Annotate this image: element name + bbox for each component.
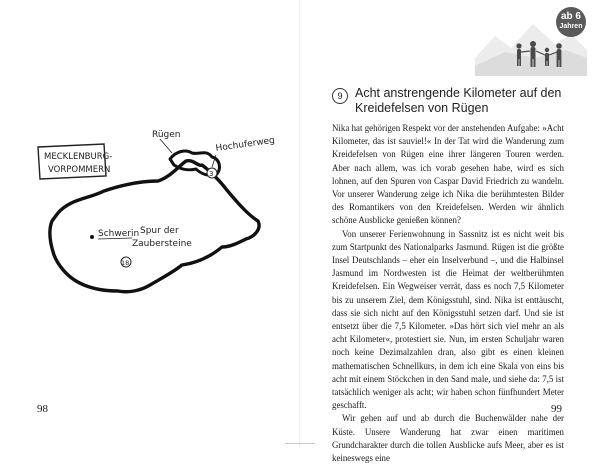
paragraph-2: Von unserer Ferienwohnung in Sassnitz ist es nicht weit bis zum Startpunkt des Nationalparks Jasmund. Rügen ist die größte Insel Deutschlands – eher ein Inselverbund –, und die Halbinsel Jasmund im Nordwesten ist die Heimat der weltberühmten Kreidefelsen. Ein Wegweiser verrät, dass es noch 7,5 Kilometer bis zu unserem Ziel, dem Königsstuhl, sind. Nika ist enttäuscht, dass sie sich nicht auf den Königsstuhl setzen darf. Und sie ist entsetzt über die 7,5 Kilometer. »Das hört sich viel mehr an als acht Kilometer«, protestiert sie. Nun, im ersten Schuljahr waren noch keine Dezimalzahlen dran, also gibt es einen kleinen mathematischen Schnellkurs, in dem ich eine Skala von eins bis acht mit einem Stöckchen in den Sand male, und siehe da: 7,5 ist tatsächlich weniger als acht; wir haben schon fünfhundert Meter geschafft. xyxy=(332,228,564,411)
page-number-right: 99 xyxy=(551,403,562,415)
map-sketch xyxy=(0,115,300,295)
island-label: Rügen xyxy=(152,130,181,140)
region-label-line2: VORPOMMERN xyxy=(48,165,111,175)
trail-number: 18 xyxy=(121,259,130,267)
chapter-number: 9 xyxy=(332,88,348,104)
trail-label-line1: Spur der xyxy=(140,226,179,236)
age-badge xyxy=(556,7,586,37)
paragraph-1: Nika hat gehörigen Respekt vor der anstehenden Aufgabe: »Acht Kilometer, das ist sauviel!« In der Tat wird die Wanderung zum Kreidefelsen von Rügen eine ihrer längeren Touren werden. Aber nach allem, was ich vorab gesehen habe, wird es sich lohnen, auf den Spuren von Caspar David Friedrich zu wandeln. Vor unserer Wanderung zeige ich Nika die berühmtesten Bilder des Romantikers von den Kreidefelsen. Werden wir ähnlich schöne Ausblicke genießen können? xyxy=(332,123,564,226)
trail-label-line2: Zaubersteine xyxy=(132,239,192,249)
bottom-mark xyxy=(285,443,315,444)
peak-number: 3 xyxy=(209,170,214,178)
city-label: Schwerin xyxy=(98,229,140,239)
chapter-title: Acht anstrengende Kilometer auf den Kreidefelsen von Rügen xyxy=(355,86,562,115)
age-badge-unit: Jahren xyxy=(559,23,583,30)
left-page xyxy=(0,0,300,449)
right-page xyxy=(300,0,600,464)
paragraph-3: Wir gehen auf und ab durch die Buchenwälder nahe der Küste. Unsere Wanderung hat zwar einen maritimen Grundcharakter durch die tollen Ausblicke aufs Meer, aber es ist keineswegs eine xyxy=(332,413,564,464)
page-number-left: 98 xyxy=(37,403,48,415)
chapter-body xyxy=(332,122,564,465)
city-dot xyxy=(90,235,94,239)
age-badge-age: ab 6 xyxy=(560,11,581,22)
region-label-line1: MECKLENBURG- xyxy=(44,152,113,162)
peak-label: Hochuferweg xyxy=(215,135,276,154)
